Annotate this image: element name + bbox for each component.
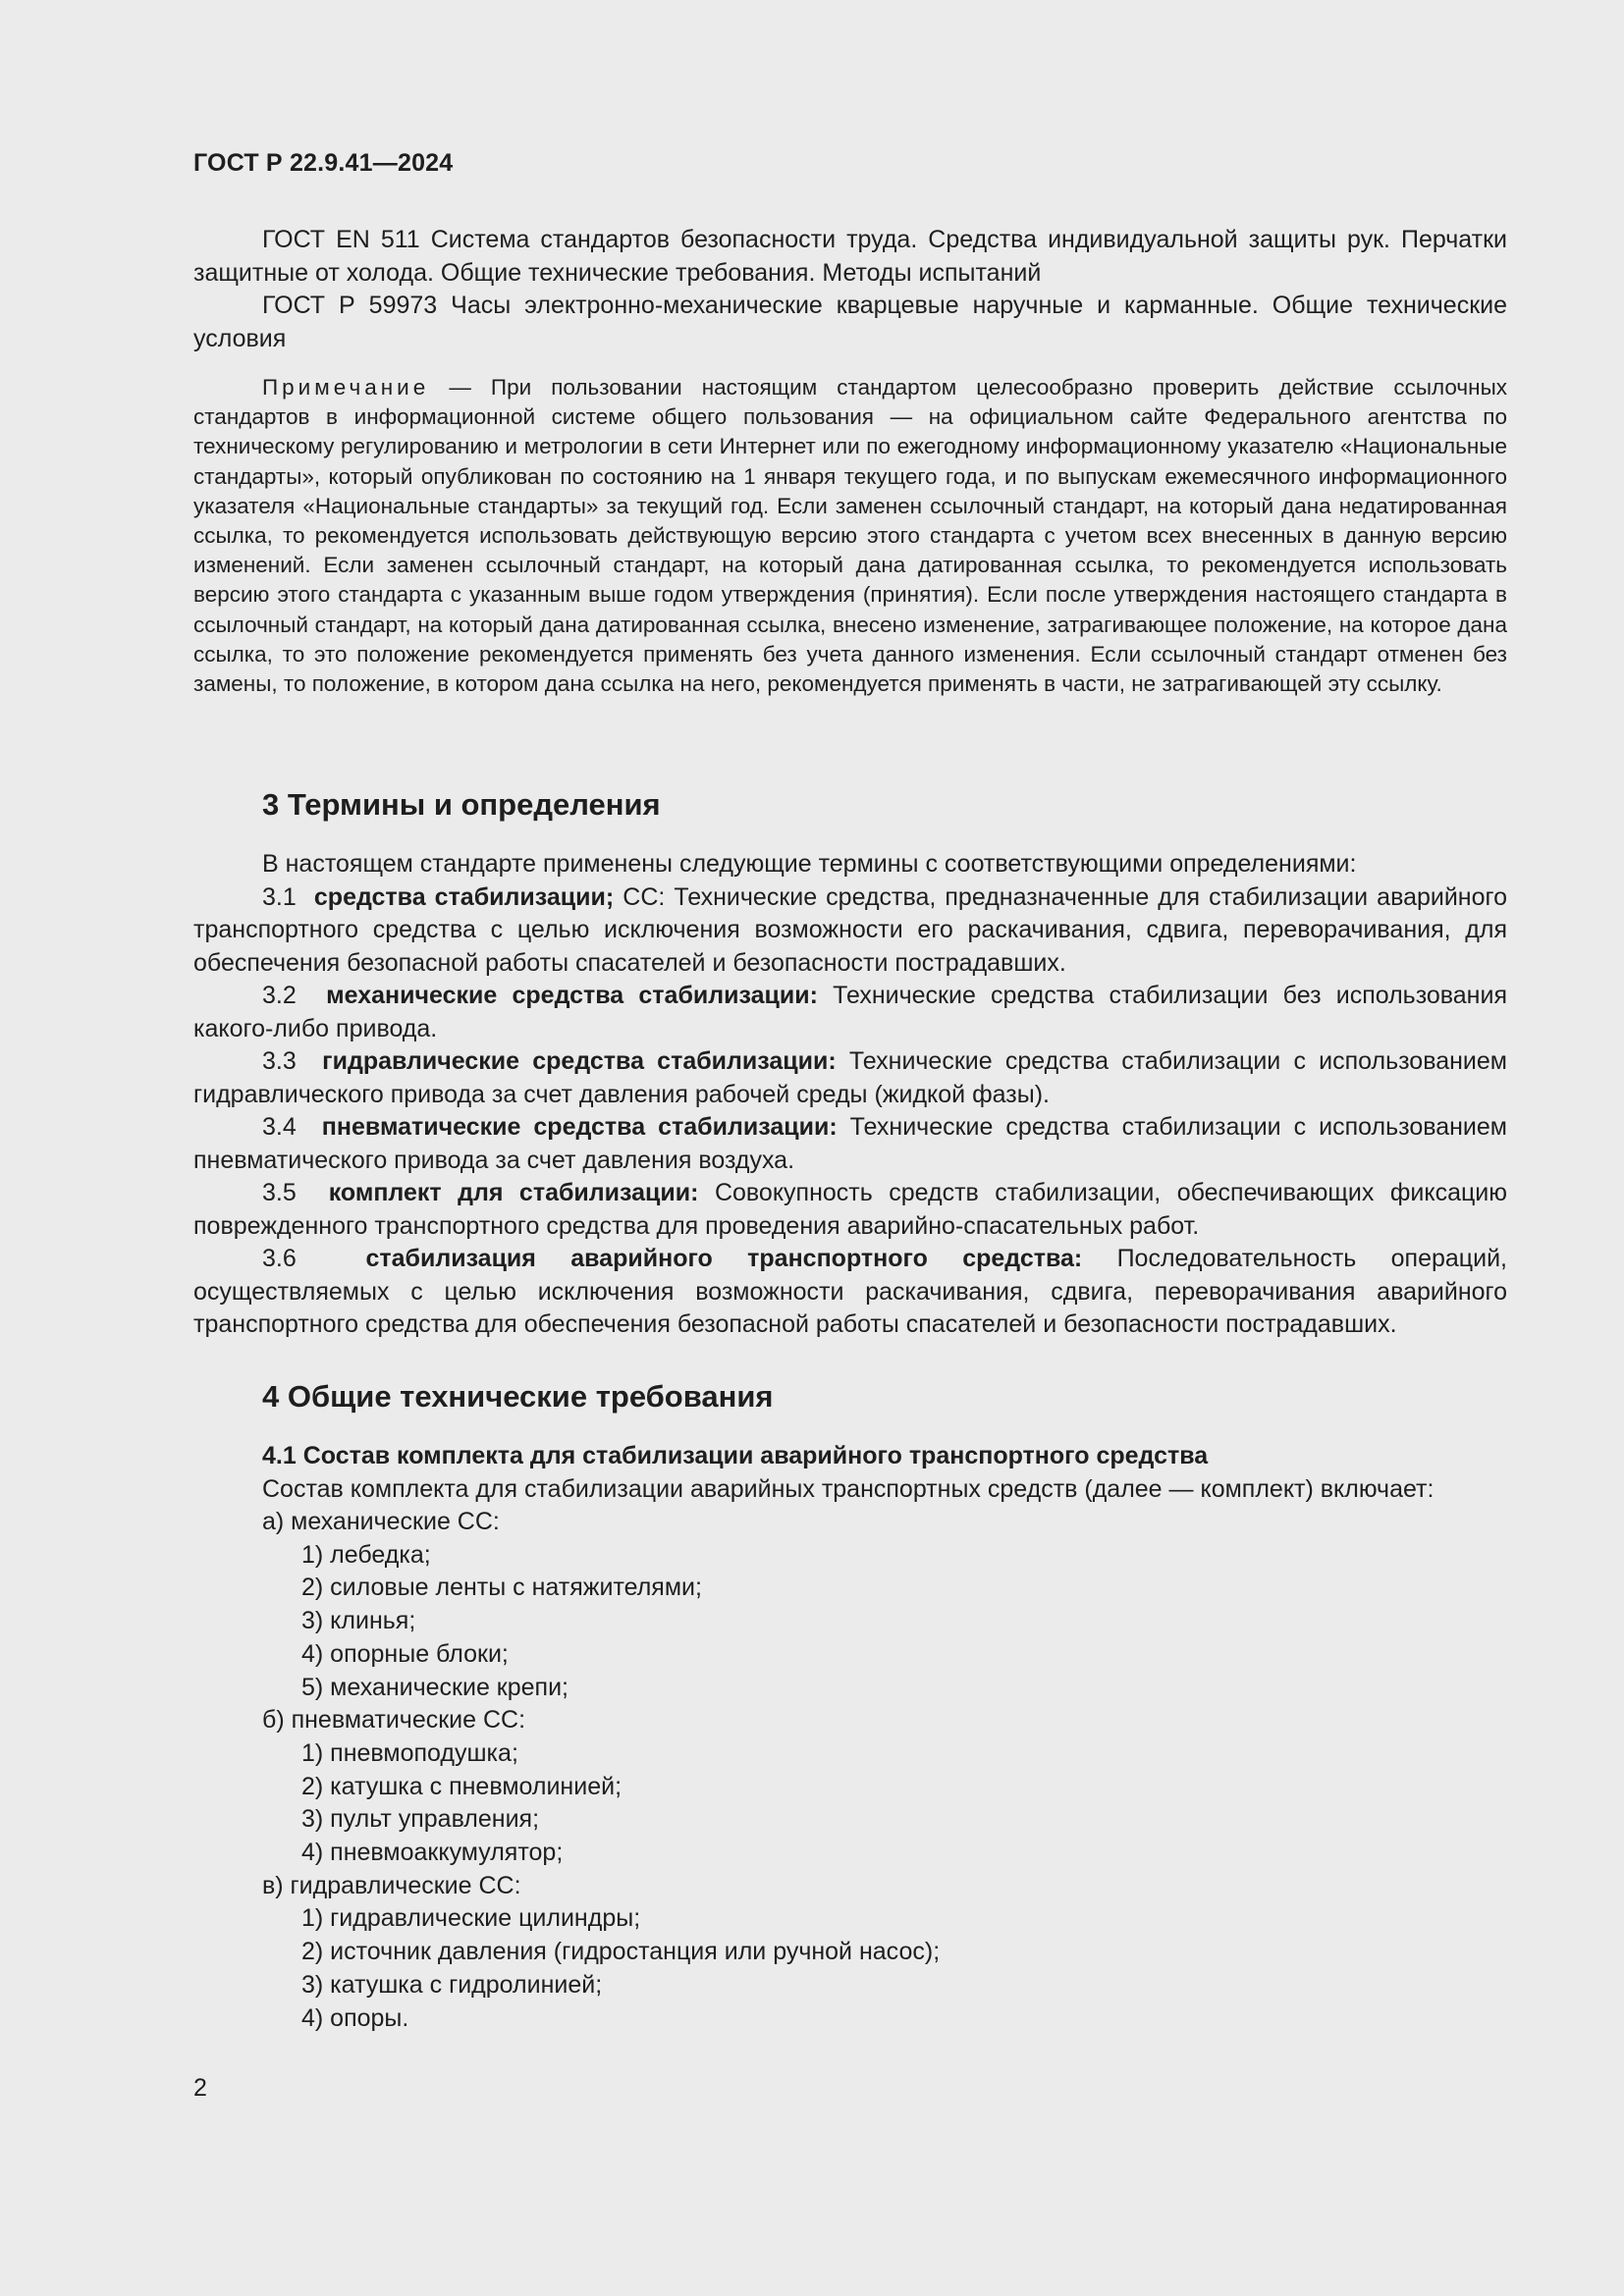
term-name: пневматические средства стабилизации: (321, 1113, 838, 1141)
note-text: — При пользовании настоящим стандартом целесообразно проверить действие ссылочных стандартов в информационной системе общего пользования — на официальном сайте Федерального агентства по техническому регулированию и метрологии в сети Интернет или по ежегодному информационному указателю «Национальные стандарты», который опубликован по состоянию на 1 января текущего года, и по выпускам ежемесячного информационного указателя «Национальные стандарты» за текущий год. Если заменен ссылочный стандарт, на который дана недатированная ссылка, то рекомендуется использовать действующую версию этого стандарта с учетом всех внесенных в данную версию изменений. Если заменен ссылочный стандарт, на который дана датированная ссылка, то рекомендуется использовать версию этого стандарта с указанным выше годом утверждения (принятия). Если после утверждения настоящего стандарта в ссылочный стандарт, на который дана датированная ссылка, внесено изменение, затрагивающее положение, на которое дана ссылка, то это положение рекомендуется применять без учета данного изменения. Если ссылочный стандарт отменен без замены, то положение, в котором дана ссылка на него, рекомендуется применять в части, не затрагивающей эту ссылку. (193, 375, 1507, 697)
term-number: 3.3 (262, 1047, 297, 1075)
list-group-item: б) пневматические СС: (262, 1706, 526, 1735)
term-name: стабилизация аварийного транспортного средства: (365, 1245, 1083, 1272)
term-number: 3.4 (262, 1113, 297, 1141)
document-header: ГОСТ Р 22.9.41—2024 (193, 149, 454, 177)
list-group-item: в) гидравлические СС: (262, 1871, 521, 1899)
list-item: 3) пульт управления; (301, 1805, 540, 1834)
reference-gost-r-59973: ГОСТ Р 59973 Часы электронно-механические кварцевые наручные и карманные. Общие технические условия (193, 292, 1507, 352)
term-text: Технические средства стабилизации с использованием пневматического привода за счет давления воздуха. (193, 1113, 1507, 1174)
term-number: 3.2 (262, 982, 297, 1009)
list-item: 4) пневмоаккумулятор; (301, 1839, 564, 1867)
term-number: 3.1 (262, 882, 297, 911)
list-item: 4) опорные блоки; (301, 1639, 509, 1668)
section-4-body (193, 1440, 1507, 2035)
reference-gost-en-511: ГОСТ EN 511 Система стандартов безопасности труда. Средства индивидуальной защиты рук. Перчатки защитные от холода. Общие технические требования. Методы испытаний (193, 226, 1507, 287)
term-number: 3.6 (262, 1245, 297, 1272)
list-item: 2) катушка с пневмолинией; (301, 1772, 623, 1800)
note-block (193, 373, 1507, 699)
section-3-body (193, 848, 1507, 1342)
term-text: Совокупность средств стабилизации, обеспечивающих фиксацию поврежденного транспортного средства для проведения аварийно-спасательных работ. (193, 1179, 1508, 1240)
list-item: 1) лебедка; (301, 1540, 431, 1569)
page-number: 2 (193, 2074, 207, 2102)
term-definition (193, 980, 1507, 1045)
term-definition (193, 1045, 1507, 1111)
note-label: Примечание (262, 375, 430, 400)
term-definition (193, 1177, 1507, 1243)
list-item: 2) источник давления (гидростанция или ручной насос); (301, 1938, 941, 1966)
term-name: средства стабилизации; (313, 882, 615, 911)
references-block (193, 224, 1507, 355)
subsection-4-1-intro: Состав комплекта для стабилизации аварийных транспортных средств (далее — комплект) включает: (262, 1474, 1435, 1503)
list-item: 1) гидравлические цилиндры; (301, 1904, 641, 1933)
term-text: Технические средства стабилизации без использования какого-либо привода. (193, 982, 1507, 1042)
term-definition (193, 881, 1507, 981)
section-4-title: 4 Общие технические требования (262, 1379, 774, 1414)
term-name: комплект для стабилизации: (328, 1179, 699, 1206)
terms-list (193, 881, 1507, 1342)
term-name: гидравлические средства стабилизации: (322, 1047, 837, 1075)
list-group-item: а) механические СС: (262, 1508, 500, 1535)
term-name: механические средства стабилизации: (326, 982, 818, 1009)
list-item: 5) механические крепи; (301, 1673, 568, 1701)
term-definition (193, 1111, 1507, 1177)
list-item: 4) опоры. (301, 2003, 409, 2032)
term-text: Технические средства стабилизации с использованием гидравлического привода за счет давления рабочей среды (жидкой фазы). (193, 1047, 1507, 1108)
term-text: Последовательность операций, осуществляемых с целью исключения возможности раскачивания, сдвига, переворачивания аварийного транспортного средства для обеспечения безопасной работы спасателей и безопасности пострадавших. (193, 1245, 1507, 1338)
note-paragraph (193, 373, 1507, 699)
term-number: 3.5 (262, 1179, 297, 1206)
list-item: 2) силовые ленты с натяжителями; (301, 1574, 702, 1602)
subsection-4-1-title: 4.1 Состав комплекта для стабилизации аварийного транспортного средства (262, 1442, 1209, 1469)
term-text: СС: Технические средства, предназначенные для стабилизации аварийного транспортного средства с целью исключения возможности его раскачивания, сдвига, переворачивания, для обеспечения безопасной работы спасателей и безопасности пострадавших. (193, 882, 1507, 977)
section-3-intro: В настоящем стандарте применены следующие термины с соответствующими определениями: (262, 850, 1357, 878)
term-definition (193, 1243, 1507, 1342)
list-item: 3) катушка с гидролинией; (301, 1970, 603, 1999)
list-item: 3) клинья; (301, 1607, 416, 1635)
list-item: 1) пневмоподушка; (301, 1738, 518, 1767)
kit-composition-list (193, 1506, 1507, 2035)
section-3-title: 3 Термины и определения (262, 787, 661, 822)
